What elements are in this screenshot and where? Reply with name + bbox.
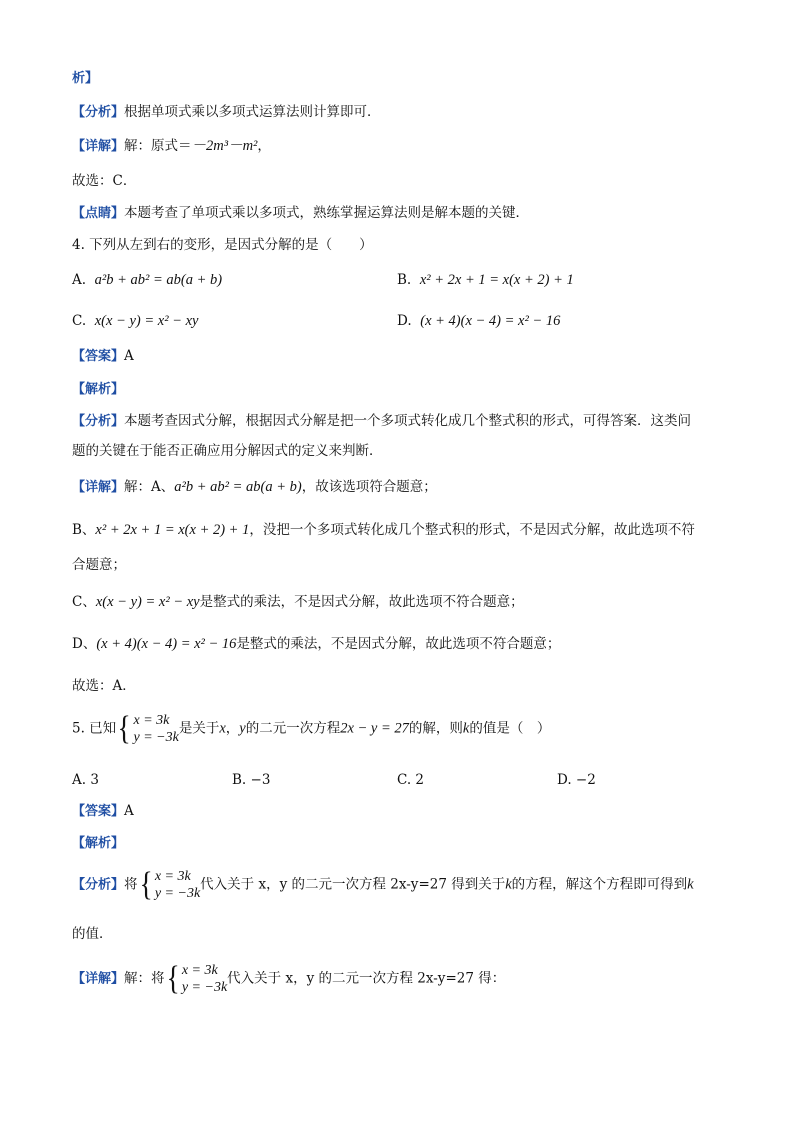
option-text: C. 2 [397,772,425,788]
detail-line [72,136,271,157]
math-expression: a²b + ab² = ab(a + b) [174,479,302,495]
math-expression: x(x − y) = x² − xy [94,313,199,329]
analysis-text: 本题考查因式分解，根据因式分解是把一个多项式转化成几个整式积的形式，可得答案．这类问 [124,413,692,429]
analysis-line-cont [72,441,383,461]
detail-prefix: B、 [72,522,96,538]
analysis-text: 的方程，解这个方程即可得到 [511,876,688,893]
section-tag: 【答案】 [72,804,125,819]
section-tag: 【解析】 [72,382,125,397]
option-text: A. 3 [72,772,99,788]
select-text: 故选：A． [72,678,136,694]
question-text: 5. 已知 [72,720,117,737]
section-tag: 析】 [72,71,99,86]
equation-system [134,712,179,746]
equation: x = 3k [133,713,170,728]
detail-c-line [72,592,524,612]
variable: k [687,876,694,893]
section-tag: 【点睛】 [72,206,125,221]
analysis-line [72,102,381,123]
detail-b-cont [72,555,126,575]
answer-text: A [124,803,134,819]
comment-line [72,203,529,224]
brace-icon: { [139,866,153,903]
equation: x = 3k [154,869,191,884]
answer-select-line [72,676,136,696]
section-tag: 【分析】 [72,414,125,429]
question-text: 的值是（ ） [469,720,551,737]
option-label: B. [397,272,412,288]
answer-text: A [124,348,134,364]
variable: y [239,720,246,737]
analysis-text: 将 [124,876,138,893]
detail-b-line [72,520,695,540]
detail-text: 是整式的乘法，不是因式分解，故此选项不符合题意； [236,636,561,652]
detail-d-line [72,634,560,654]
punct: ， [257,138,271,154]
option-b [232,770,270,790]
line-fragment [72,68,98,89]
equation-system [182,962,227,996]
option-text: D. −2 [557,772,596,788]
detail-text: 合题意； [72,557,126,573]
detail-prefix: 解：原式＝ [124,138,192,154]
math-expression: a²b + ab² = ab(a + b) [94,272,223,288]
question-text: 4. 下列从左到右的变形，是因式分解的是（ ） [72,237,373,253]
detail-prefix: C、 [72,594,96,610]
equation-system [155,868,200,902]
section-tag: 【详解】 [72,971,125,987]
select-text: 故选：C． [72,173,137,189]
section-tag: 【详解】 [72,139,125,154]
math-expression: x² + 2x + 1 = x(x + 2) + 1 [95,522,250,538]
math-expression: x(x − y) = x² − xy [95,594,200,610]
option-label: C. [72,313,87,329]
answer-line [72,801,134,822]
variable: k [505,876,512,893]
detail-prefix: D、 [72,636,97,652]
explanation-heading [72,379,124,400]
option-label: D. [397,313,412,329]
detail-prefix: 解：将 [124,970,165,987]
detail-line [72,477,437,498]
analysis-text: 代入关于 x，y 的二元一次方程 2x-y=27 得到关于 [200,876,506,893]
equation: x = 3k [181,963,218,978]
detail-text: 代入关于 x，y 的二元一次方程 2x-y=27 得： [227,970,506,987]
question-text: 的二元一次方程 [245,720,341,737]
detail-text: ，故该选项符合题意； [301,479,437,495]
detail-text: 是整式的乘法，不是因式分解，故此选项不符合题意； [199,594,524,610]
section-tag: 【解析】 [72,836,125,851]
option-d [557,770,596,790]
question-5-stem [72,712,550,746]
option-a [72,770,99,790]
option-label: A. [72,272,87,288]
analysis-text: 题的关键在于能否正确应用分解因式的定义来判断． [72,443,383,459]
option-c [72,311,198,331]
analysis-text: 的值． [72,926,113,942]
option-c [397,770,424,790]
punct: ， [225,720,240,737]
analysis-text: 根据单项式乘以多项式运算法则计算即可． [124,104,381,120]
option-d [397,311,560,331]
section-tag: 【答案】 [72,349,125,364]
section-tag: 【详解】 [72,480,125,495]
analysis-line-cont [72,924,113,944]
analysis-line [72,868,694,902]
answer-line [72,346,134,367]
math-expression: (x + 4)(x − 4) = x² − 16 [420,313,561,329]
option-text: B. −3 [232,772,271,788]
question-4-stem [72,235,373,255]
detail-line [72,962,505,996]
math-expression: 2x − y = 27 [340,720,409,737]
variable: x [219,720,226,737]
analysis-line [72,411,691,432]
math-expression: (x + 4)(x − 4) = x² − 16 [96,636,237,652]
comment-text: 本题考查了单项式乘以多项式，熟练掌握运算法则是解本题的关键． [124,205,530,221]
brace-icon: { [117,710,131,747]
equation: y = −3k [181,980,228,995]
equation: y = −3k [154,886,201,901]
detail-text: ，没把一个多项式转化成几个整式积的形式，不是因式分解，故此选项不符 [249,522,695,538]
explanation-heading [72,833,124,854]
answer-select-line [72,171,136,191]
option-a [72,270,222,290]
question-text: 的解，则 [408,720,463,737]
section-tag: 【分析】 [72,105,125,120]
section-tag: 【分析】 [72,877,125,893]
option-b [397,270,574,290]
detail-prefix: 解：A、 [124,479,175,495]
question-text: 是关于 [178,720,220,737]
brace-icon: { [166,960,180,997]
equation: y = −3k [133,730,179,745]
math-expression: －2m³－m² [191,138,258,154]
math-expression: x² + 2x + 1 = x(x + 2) + 1 [419,272,574,288]
variable: k [462,720,470,737]
